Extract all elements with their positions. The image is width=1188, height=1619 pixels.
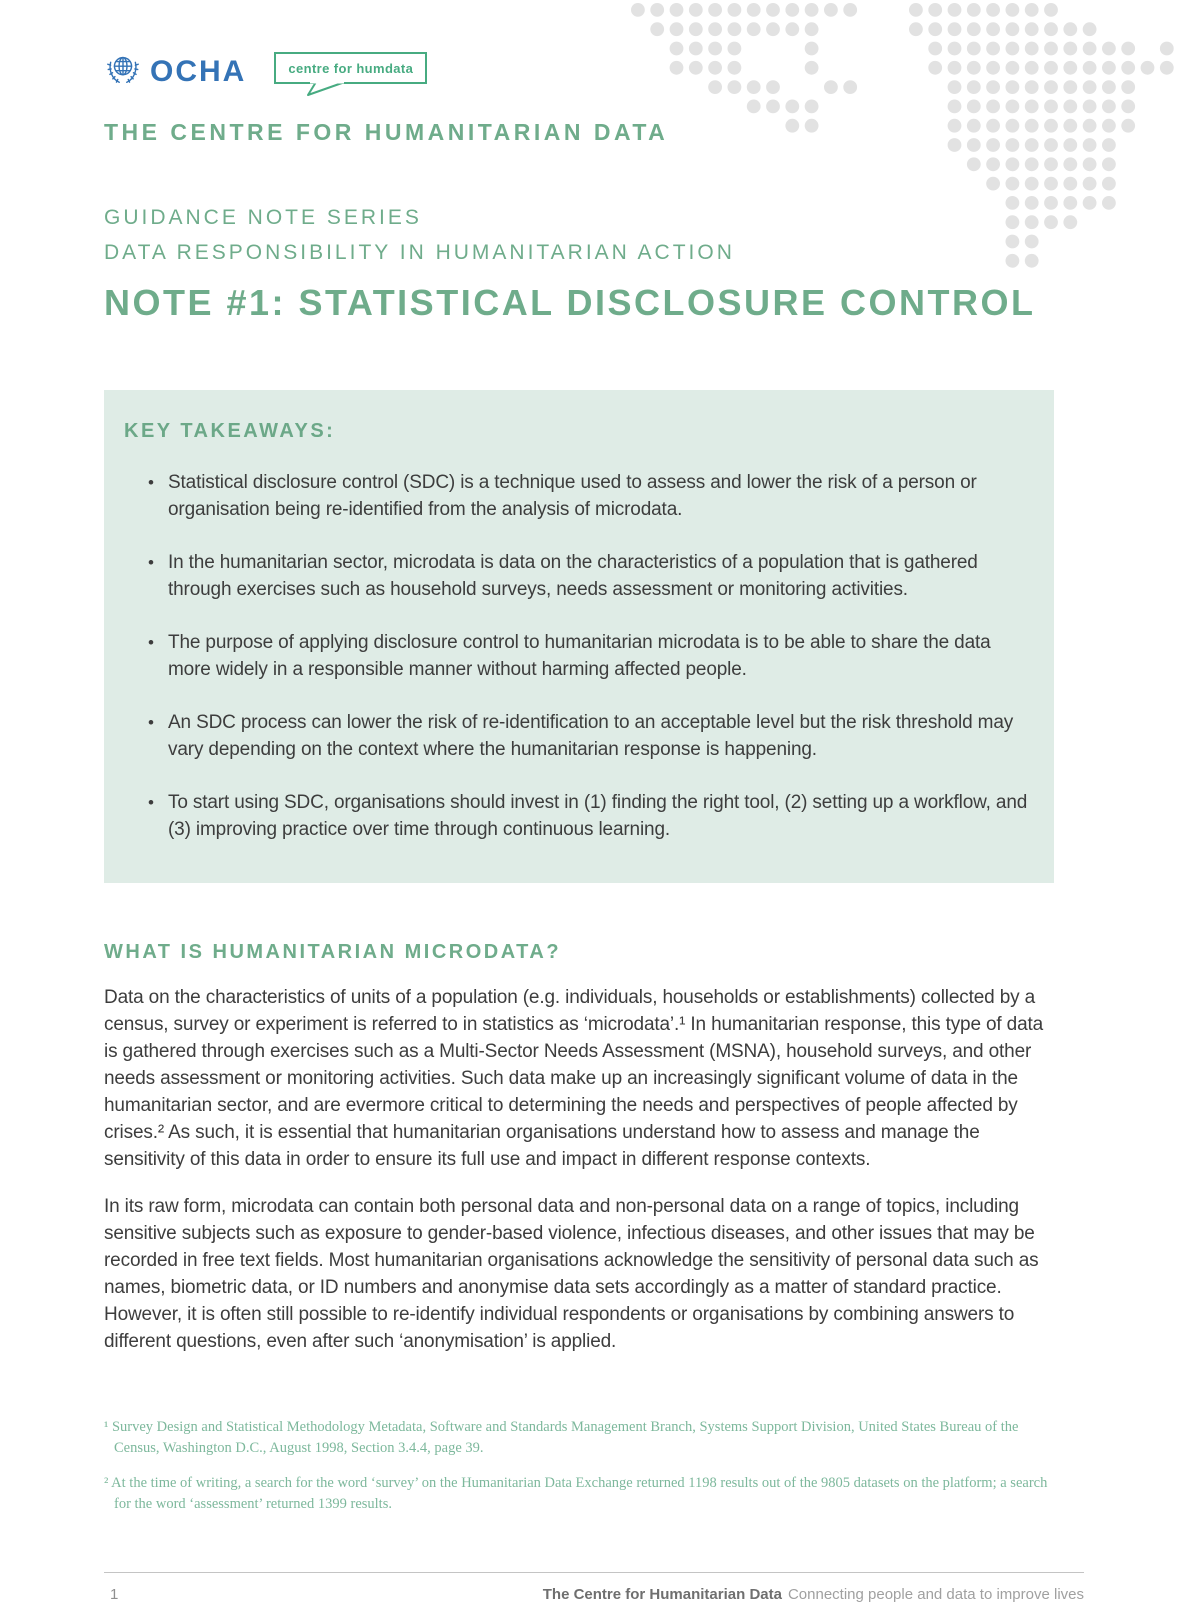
footnote-2: ² At the time of writing, a search for the word ‘survey’ on the Humanitarian Data Exchange returned 1198 results out of the 9805 datasets on the platform; a search for the word ‘assessment’ returned 1399 results. [104,1475,1048,1512]
series-line-2: DATA RESPONSIBILITY IN HUMANITARIAN ACTION [104,241,735,264]
ocha-wordmark: OCHA [150,54,247,88]
org-title: THE CENTRE FOR HUMANITARIAN DATA [104,119,669,145]
body-paragraph: Data on the characteristics of units of a population (e.g. individuals, households or establishments) collected by a census, survey or experiment is referred to in statistics as ‘microdata’.¹ In humanitarian response, this type of data is gathered through exercises such as a Multi-Sector Needs Assessment (MSNA), household surveys, and other needs assessment or monitoring activities. Such data make up an increasingly significant volume of data in the humanitarian sector, and are evermore critical to determining the needs and perspectives of people affected by crises.² As such, it is essential that humanitarian organisations understand how to assess and manage the sensitivity of this data in order to ensure its full use and impact in different response contexts. [104,987,1044,1170]
key-takeaways-box [104,390,1054,883]
key-takeaways-list [124,469,1028,843]
footer-tagline: The Centre for Humanitarian Data Connecting people and data to improve lives [542,1586,1084,1603]
takeaway-item: • To start using SDC, organisations should invest in (1) finding the right tool, (2) setting up a workflow, and (3) improving practice over time through continuous learning. [124,789,1028,843]
main-content [104,883,1059,1355]
takeaway-item: • In the humanitarian sector, microdata is data on the characteristics of a population that is gathered through exercises such as household surveys, needs assessment or monitoring activities. [124,549,1028,603]
page-footer [104,1572,1084,1603]
header-logo-row [104,50,1188,93]
ocha-logo [104,50,246,93]
takeaway-item: • An SDC process can lower the risk of re-identification to an acceptable level but the risk threshold may vary depending on the context where the humanitarian response is happening. [124,709,1028,763]
footer-brand: The Centre for Humanitarian Data [542,1586,782,1603]
un-emblem-icon [104,50,142,93]
series-block [104,206,1188,265]
takeaway-item: • The purpose of applying disclosure control to humanitarian microdata is to be able to share the data more widely in a responsible manner without harming affected people. [124,629,1028,683]
page-number: 1 [110,1586,119,1603]
humdata-badge-label: centre for humdata [274,52,427,84]
body-paragraph: In its raw form, microdata can contain both personal data and non-personal data on a range of topics, including sensitive subjects such as exposure to gender-based violence, infectious diseases, and other issues that may be recorded in free text fields. Most humanitarian organisations acknowledge the sensitivity of personal data such as names, biometric data, or ID numbers and anonymise data sets accordingly as a matter of standard practice. However, it is often still possible to re-identify individual respondents or organisations by combining answers to different questions, even after such ‘anonymisation’ is applied. [104,1196,1039,1352]
key-takeaways-heading: KEY TAKEAWAYS: [124,420,336,442]
footnote-1: ¹ Survey Design and Statistical Methodology Metadata, Software and Standards Management Branch, Systems Support Division, United States Bureau of the Census, Washington D.C., August 1998, Section 3.4.4, page 39. [104,1419,1019,1456]
speech-bubble-tail-icon [306,81,346,97]
note-title: NOTE #1: STATISTICAL DISCLOSURE CONTROL [104,282,1036,323]
footnotes [104,1417,1064,1515]
section-heading: WHAT IS HUMANITARIAN MICRODATA? [104,941,562,963]
takeaway-item: • Statistical disclosure control (SDC) is a technique used to assess and lower the risk of a person or organisation being re-identified from the analysis of microdata. [124,469,1028,523]
series-line-1: GUIDANCE NOTE SERIES [104,206,422,229]
humdata-badge [274,52,427,84]
